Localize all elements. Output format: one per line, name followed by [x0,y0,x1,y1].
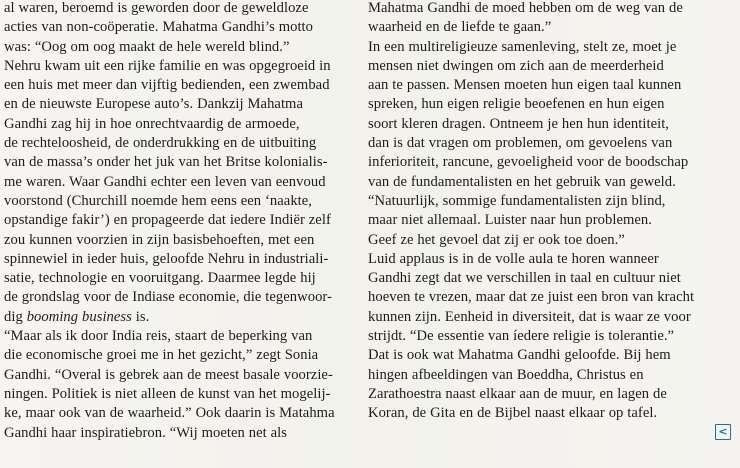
text-line [368,250,730,269]
text-line [4,211,360,230]
text-line [4,269,360,288]
text-line [4,404,360,423]
text-segment: “Natuurlijk, sommige fundamentalisten zijn blind, [368,192,666,209]
text-segment: soort kleren dragen. Ontneem je hen hun identiteit, [368,115,670,132]
text-line [368,18,730,37]
text-segment: dan is dat vragen om problemen, om gevoelens van [368,135,673,152]
text-segment: de grondslag voor de Indiase economie, die tegenwoor- [4,289,332,306]
text-segment: satie, technologie en vooruitgang. Daarmee legde hij [4,270,316,287]
text-line [368,366,730,385]
text-segment: is. [131,308,150,325]
text-line [368,231,730,250]
text-line [4,153,360,172]
text-segment: dig [4,308,27,325]
text-segment: kunnen zijn. Eenheid in diversiteit, dat is waar ze voor [368,308,691,325]
text-segment: Geef ze het gevoel dat zij er ook toe doen.” [368,231,625,248]
text-line [4,192,360,211]
text-line [4,250,360,269]
text-segment: de rechteloosheid, de onderdrukking en de uitbuiting [4,135,317,152]
text-segment: aan te passen. Mensen moeten hun eigen taal kunnen [368,77,682,94]
text-segment: Gandhi zegt dat we verschillen in taal en cultuur niet [368,270,681,287]
text-line [368,0,730,18]
text-segment: Nehru kwam uit een rijke familie en was opgegroeid in [4,57,331,74]
text-segment: mensen niet dwingen om zich aan de meerderheid [368,57,664,74]
text-segment: “Maar als ik door India reis, staart de beperking van [4,328,313,345]
text-segment: hoeven te vrezen, maar dat ze juist een bron van kracht [368,289,695,306]
text-segment: hingen afbeeldingen van Boeddha, Christus en [368,366,644,383]
text-segment: Dat is ook wat Mahatma Gandhi geloofde. Bij hem [368,347,671,364]
text-line [4,18,360,37]
article-column-right [368,0,730,424]
text-line [368,346,730,365]
text-segment: en de nieuwste Europese auto’s. Dankzij Mahatma [4,96,303,113]
text-segment: Zarathoestra naast elkaar aan de muur, en lagen de [368,385,667,402]
text-line [4,57,360,76]
text-line [4,0,360,18]
text-segment: Koran, de Gita en de Bijbel naast elkaar op tafel. [368,405,658,422]
text-segment: acties van non-coöperatie. Mahatma Gandhi’s motto [4,19,314,36]
text-line [4,424,360,443]
back-icon[interactable]: < [715,424,731,440]
text-line [368,38,730,57]
text-line [368,288,730,307]
text-segment: ningen. Politiek is niet alleen de kunst van het mogelij- [4,385,331,402]
text-line [368,57,730,76]
italic-text: booming business [26,308,132,325]
text-segment: In een multireligieuze samenleving, stelt ze, moet je [368,38,677,55]
text-segment: voorstond (Churchill noemde hem eens een ‘naakte, [4,192,312,209]
text-segment: al waren, beroemd is geworden door de geweldloze [4,0,309,16]
text-line [4,173,360,192]
text-line [368,327,730,346]
text-line [4,327,360,346]
text-segment: Gandhi haar inspiratiebron. “Wij moeten net als [4,424,287,441]
text-segment: van de fundamentalisten en het gebruik van geweld. [368,173,676,190]
text-segment: die economische groei me in het gezicht,” zegt Sonia [4,347,319,364]
text-line [368,134,730,153]
text-line [4,288,360,307]
text-segment: inferioriteit, rancune, gevoeligheid voor de boodschap [368,154,689,171]
text-line [4,134,360,153]
text-line [368,173,730,192]
text-line [368,95,730,114]
text-segment: Gandhi. “Overal is gebrek aan de meest basale voorzie- [4,366,333,383]
text-segment: Mahatma Gandhi de moed hebben om de weg van de [368,0,683,16]
text-segment: zou kunnen voorzien in zijn basisbehoeften, met een [4,231,315,248]
text-segment: Luid applaus is in de volle aula te horen wanneer [368,250,659,267]
text-segment: strijdt. “De essentie van íedere religie is tolerantie.” [368,328,675,345]
text-segment: maar niet allemaal. Luister naar hun problemen. [368,212,652,229]
text-segment: opstandige fakir’) en propageerde dat iedere Indiër zelf [4,212,331,229]
text-line [4,346,360,365]
text-line [368,404,730,423]
text-segment: Gandhi zag hij in hoe onrechtvaardig de armoede, [4,115,300,132]
text-line [368,385,730,404]
text-line [368,211,730,230]
text-line [368,192,730,211]
text-line [4,231,360,250]
text-segment: waarheid en de liefde te gaan.” [368,19,552,36]
text-line [4,76,360,95]
text-line [368,308,730,327]
text-segment: ke, maar ook van de waarheid.” Ook daarin is Matahma [4,405,335,422]
text-line [4,38,360,57]
text-line [368,269,730,288]
text-segment: me waren. Waar Gandhi echter een leven van eenvoud [4,173,326,190]
text-line [4,366,360,385]
text-line [4,115,360,134]
text-line [368,153,730,172]
text-segment: een huis met meer dan vijftig bedienden, een zwembad [4,77,330,94]
article-column-left [4,0,360,443]
text-segment: spreken, hun eigen religie beoefenen en hun eigen [368,96,665,113]
text-segment: spinnewiel in ieder huis, geloofde Nehru in industriali- [4,250,329,267]
text-line [368,76,730,95]
text-line [4,385,360,404]
text-segment: was: “Oog om oog maakt de hele wereld blind.” [4,38,290,55]
text-line [368,115,730,134]
text-line [4,308,360,327]
text-segment: van de massa’s onder het juk van het Britse kolonialis- [4,154,328,171]
text-line [4,95,360,114]
